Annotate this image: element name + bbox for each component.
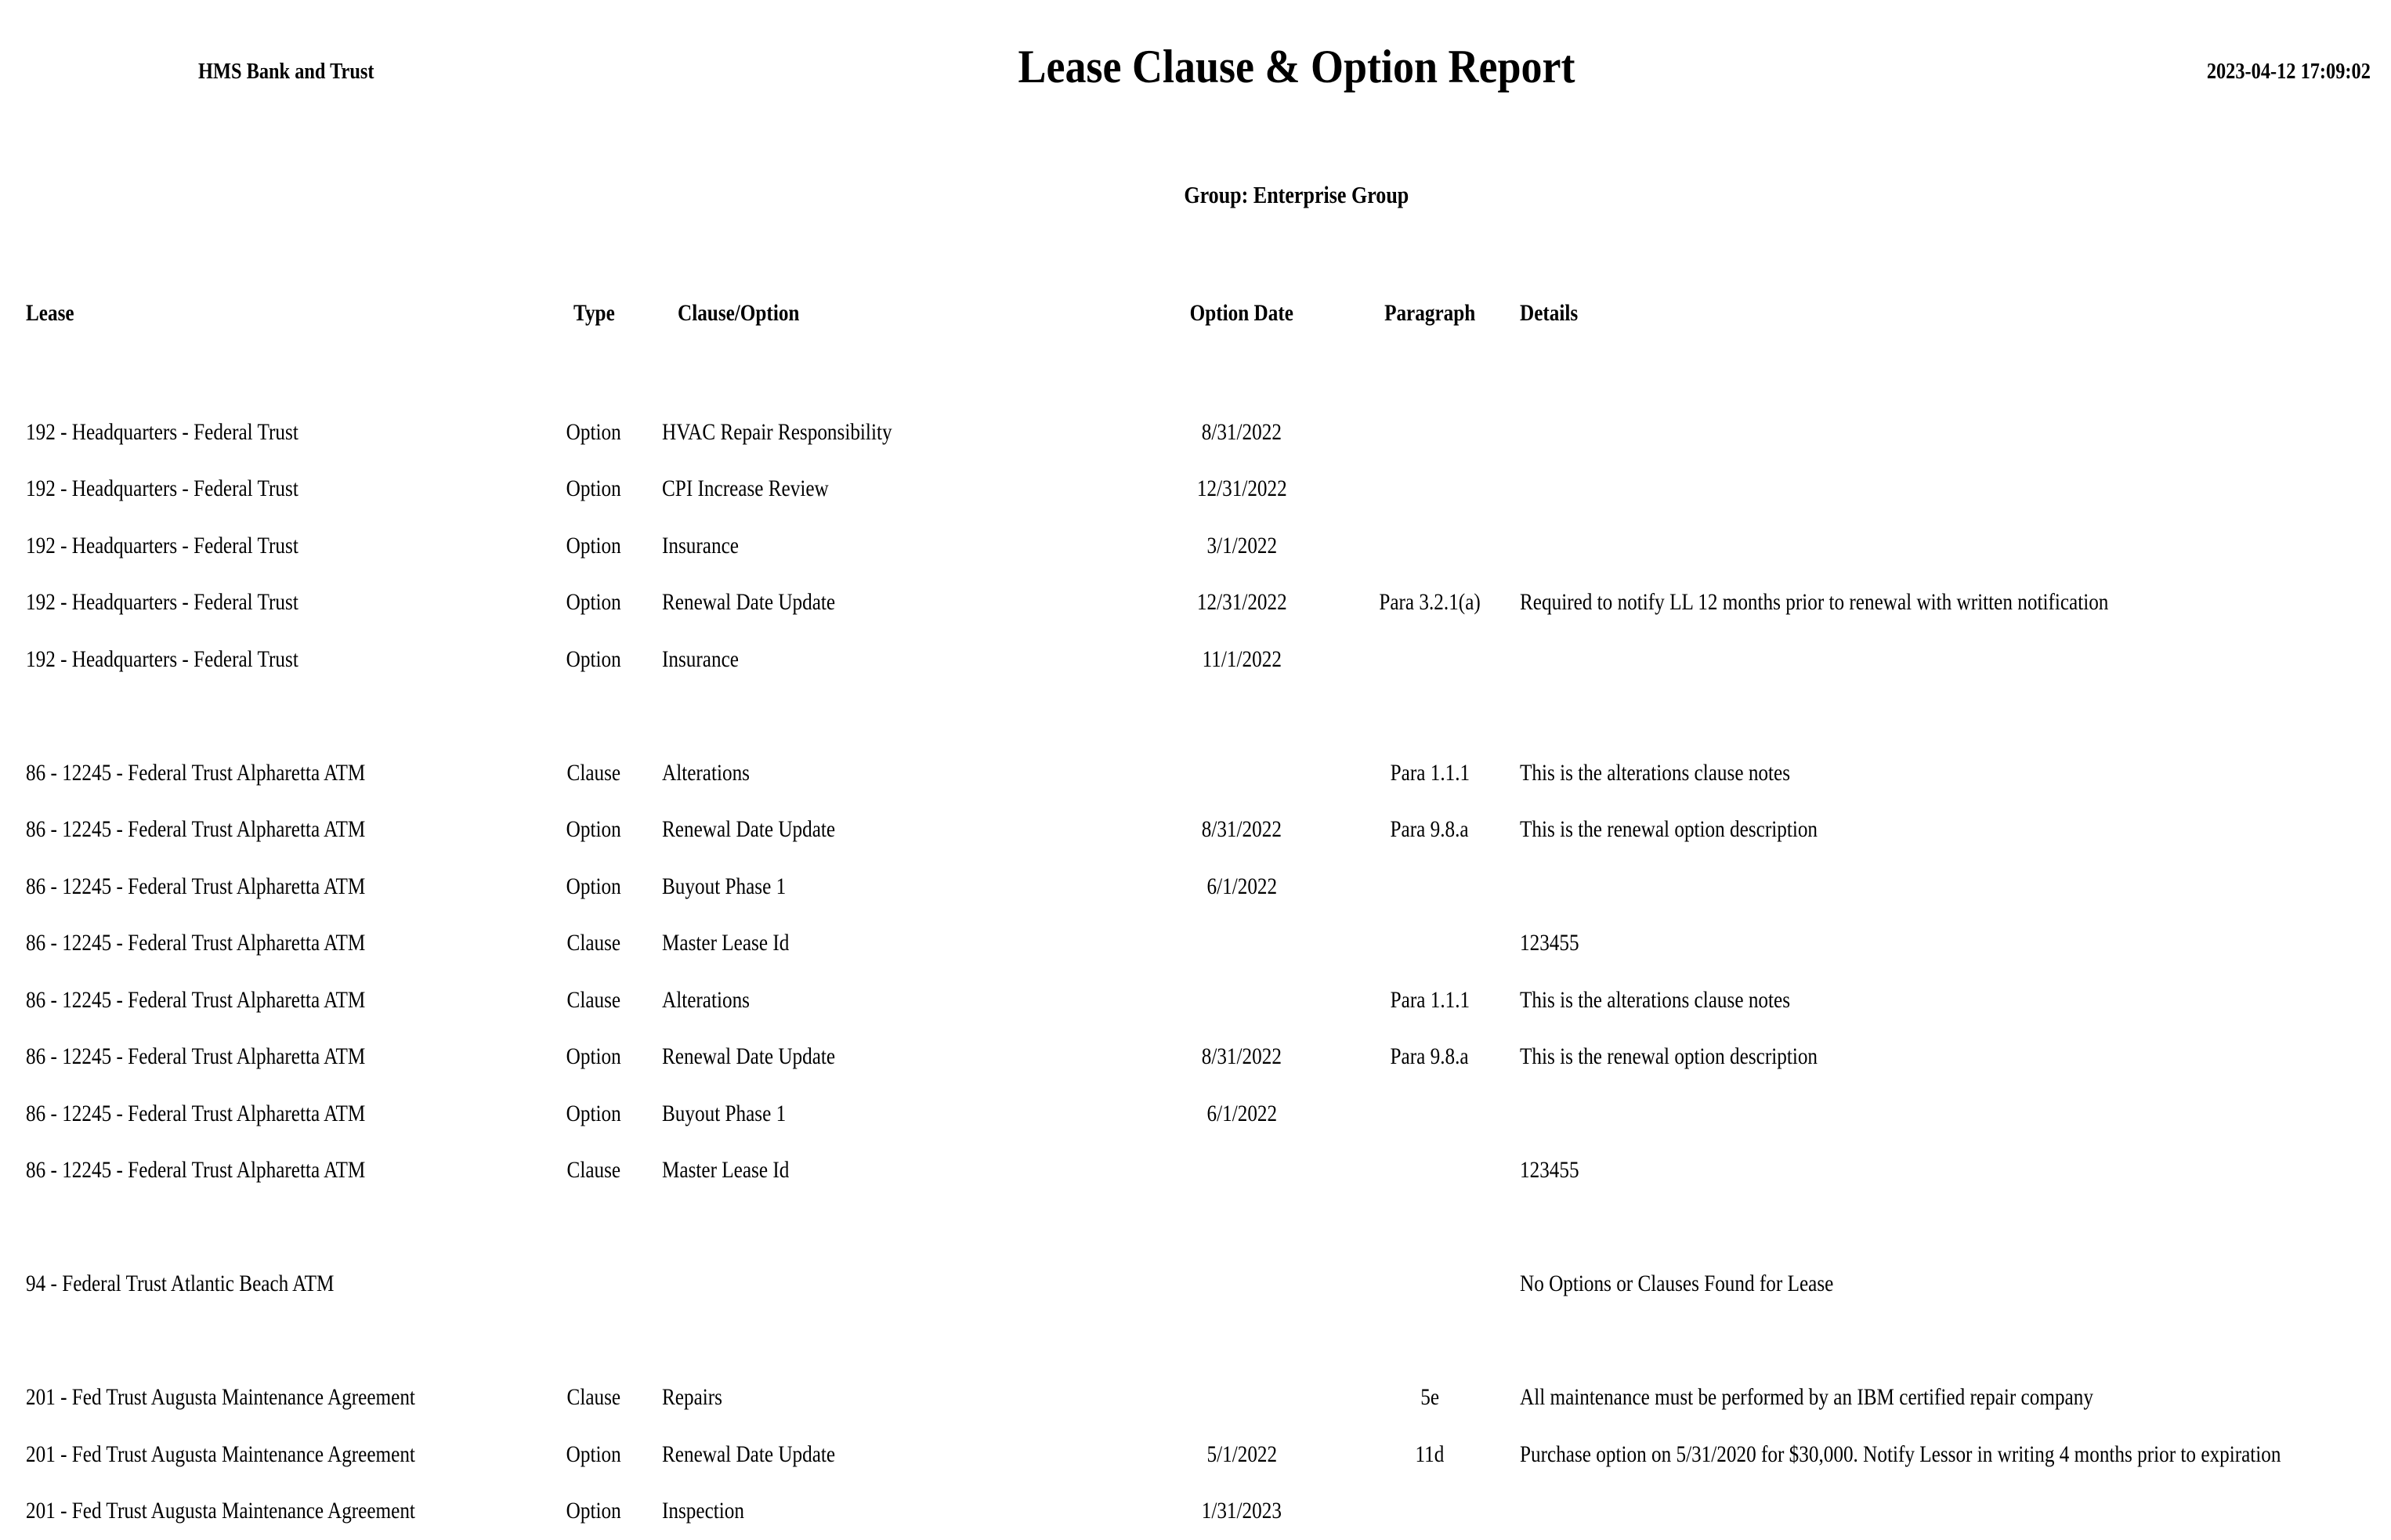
- cell-details: [1520, 461, 2382, 518]
- cell-clause-option: Renewal Date Update: [662, 589, 836, 616]
- company-name-text: HMS Bank and Trust: [198, 59, 374, 84]
- lease-clause-table: [0, 285, 2391, 1540]
- cell-option-date: [1140, 915, 1344, 972]
- cell-type: Clause: [566, 1157, 621, 1184]
- cell-lease: 86 - 12245 - Federal Trust Alpharetta ATM: [26, 930, 366, 956]
- cell-option-date: 8/31/2022: [1201, 1043, 1282, 1070]
- cell-option-date: [1140, 745, 1344, 802]
- cell-type: Option: [566, 418, 622, 445]
- column-header-option-date: Option Date: [1189, 300, 1294, 327]
- cell-type: Clause: [566, 986, 621, 1013]
- cell-clause-option: Alterations: [662, 759, 750, 786]
- cell-lease: 86 - 12245 - Federal Trust Alpharetta ATM: [26, 816, 366, 843]
- cell-details: [1520, 518, 2382, 575]
- cell-details: [1520, 1086, 2382, 1143]
- cell-lease: 201 - Fed Trust Augusta Maintenance Agreement: [26, 1498, 415, 1524]
- cell-paragraph: [1344, 1483, 1516, 1540]
- cell-type: Option: [566, 1498, 622, 1524]
- cell-type: Option: [566, 589, 622, 616]
- table-row: [0, 1142, 2391, 1199]
- cell-clause-option: [662, 1256, 1132, 1313]
- report-title-text: Lease Clause & Option Report: [1018, 41, 1575, 92]
- cell-option-date: 11/1/2022: [1202, 645, 1282, 672]
- cell-details: This is the renewal option description: [1520, 1043, 1818, 1070]
- header-spacer: [0, 342, 2391, 404]
- cell-paragraph: 11d: [1415, 1441, 1445, 1467]
- group-heading: [407, 180, 2186, 210]
- table-row: [0, 1369, 2391, 1426]
- cell-option-date: [1140, 1369, 1344, 1426]
- cell-option-date: [1140, 972, 1344, 1029]
- cell-lease: 192 - Headquarters - Federal Trust: [26, 645, 298, 672]
- table-body: [0, 404, 2391, 1540]
- cell-type: Option: [566, 532, 622, 559]
- cell-details: All maintenance must be performed by an IBM certified repair company: [1520, 1384, 2093, 1411]
- cell-option-date: 8/31/2022: [1201, 816, 1282, 843]
- cell-type: Option: [566, 816, 622, 843]
- table-row: [0, 1256, 2391, 1313]
- table-row: [0, 972, 2391, 1029]
- cell-details: This is the alterations clause notes: [1520, 986, 1791, 1013]
- cell-details: [1520, 631, 2382, 689]
- table-row: [0, 1483, 2391, 1540]
- cell-type: Option: [566, 475, 622, 502]
- cell-clause-option: Insurance: [662, 532, 739, 559]
- cell-paragraph: Para 9.8.a: [1390, 1043, 1470, 1070]
- report-title: [407, 41, 2186, 92]
- cell-paragraph: [1344, 518, 1516, 575]
- cell-paragraph: [1344, 1256, 1516, 1313]
- company-name: [198, 58, 407, 85]
- cell-details: Purchase option on 5/31/2020 for $30,000. Notify Lessor in writing 4 months prior to expiration: [1520, 1441, 2281, 1467]
- cell-lease: 192 - Headquarters - Federal Trust: [26, 475, 298, 502]
- cell-clause-option: HVAC Repair Responsibility: [662, 418, 892, 445]
- column-header-clause-option: Clause/Option: [678, 300, 800, 327]
- cell-paragraph: [1344, 631, 1516, 689]
- table-row: [0, 631, 2391, 689]
- table-row: [0, 801, 2391, 859]
- cell-type: Option: [566, 1100, 622, 1126]
- cell-option-date: [1140, 1142, 1344, 1199]
- table-row: [0, 1086, 2391, 1143]
- cell-clause-option: Buyout Phase 1: [662, 1100, 787, 1126]
- cell-paragraph: [1344, 1142, 1516, 1199]
- cell-clause-option: Renewal Date Update: [662, 1043, 836, 1070]
- group-gap: [0, 1199, 2391, 1256]
- cell-lease: 86 - 12245 - Federal Trust Alpharetta ATM: [26, 1157, 366, 1184]
- cell-lease: 86 - 12245 - Federal Trust Alpharetta ATM: [26, 759, 366, 786]
- cell-paragraph: Para 1.1.1: [1390, 986, 1470, 1013]
- cell-details: [1520, 404, 2382, 461]
- column-header-details: Details: [1520, 300, 1579, 327]
- cell-type: Clause: [566, 759, 621, 786]
- cell-paragraph: Para 9.8.a: [1390, 816, 1470, 843]
- table-header-row: [0, 285, 2391, 342]
- cell-lease: 86 - 12245 - Federal Trust Alpharetta ATM: [26, 1100, 366, 1126]
- cell-paragraph: Para 1.1.1: [1390, 759, 1470, 786]
- table-row: [0, 1028, 2391, 1086]
- table-row: [0, 1426, 2391, 1484]
- cell-details: 123455: [1520, 930, 1579, 956]
- cell-paragraph: [1344, 404, 1516, 461]
- column-header-lease: Lease: [26, 300, 74, 327]
- cell-lease: 86 - 12245 - Federal Trust Alpharetta ATM: [26, 1043, 366, 1070]
- table-row: [0, 461, 2391, 518]
- group-gap: [0, 688, 2391, 745]
- cell-option-date: 8/31/2022: [1201, 418, 1282, 445]
- cell-type: Option: [566, 873, 622, 899]
- cell-type: Clause: [566, 1384, 621, 1411]
- cell-details: Required to notify LL 12 months prior to renewal with written notification: [1520, 589, 2109, 616]
- cell-option-date: 12/31/2022: [1196, 589, 1287, 616]
- cell-lease: 192 - Headquarters - Federal Trust: [26, 418, 298, 445]
- cell-clause-option: Renewal Date Update: [662, 1441, 836, 1467]
- cell-clause-option: Inspection: [662, 1498, 744, 1524]
- cell-type: Option: [566, 1043, 622, 1070]
- cell-option-date: 6/1/2022: [1206, 1100, 1277, 1126]
- cell-lease: 201 - Fed Trust Augusta Maintenance Agreement: [26, 1384, 415, 1411]
- cell-option-date: 5/1/2022: [1206, 1441, 1277, 1467]
- cell-details: [1520, 859, 2382, 916]
- cell-details: 123455: [1520, 1157, 1579, 1184]
- cell-clause-option: Insurance: [662, 645, 739, 672]
- cell-paragraph: [1344, 915, 1516, 972]
- cell-option-date: 1/31/2023: [1201, 1498, 1282, 1524]
- cell-details: [1520, 1483, 2382, 1540]
- cell-lease: 201 - Fed Trust Augusta Maintenance Agreement: [26, 1441, 415, 1467]
- cell-details: No Options or Clauses Found for Lease: [1520, 1271, 1834, 1297]
- cell-lease: 94 - Federal Trust Atlantic Beach ATM: [26, 1271, 335, 1297]
- cell-clause-option: Repairs: [662, 1384, 722, 1411]
- cell-option-date: [1140, 1256, 1344, 1313]
- table-row: [0, 915, 2391, 972]
- cell-details: This is the alterations clause notes: [1520, 759, 1791, 786]
- cell-paragraph: [1344, 859, 1516, 916]
- cell-type: [544, 1256, 643, 1313]
- cell-type: Option: [566, 1441, 622, 1467]
- cell-clause-option: CPI Increase Review: [662, 475, 829, 502]
- cell-type: Clause: [566, 930, 621, 956]
- cell-clause-option: Master Lease Id: [662, 930, 790, 956]
- cell-clause-option: Renewal Date Update: [662, 816, 836, 843]
- report-timestamp-text: 2023-04-12 17:09:02: [2206, 59, 2371, 84]
- cell-lease: 86 - 12245 - Federal Trust Alpharetta ATM: [26, 986, 366, 1013]
- cell-paragraph: 5e: [1420, 1384, 1439, 1411]
- cell-option-date: 3/1/2022: [1206, 532, 1277, 559]
- cell-paragraph: [1344, 461, 1516, 518]
- table-row: [0, 859, 2391, 916]
- cell-clause-option: Master Lease Id: [662, 1157, 790, 1184]
- table-row: [0, 404, 2391, 461]
- cell-type: Option: [566, 645, 622, 672]
- group-heading-text: Group: Enterprise Group: [1184, 181, 1409, 208]
- cell-lease: 192 - Headquarters - Federal Trust: [26, 532, 298, 559]
- column-header-type: Type: [573, 300, 615, 327]
- cell-clause-option: Buyout Phase 1: [662, 873, 787, 899]
- table-row: [0, 518, 2391, 575]
- cell-lease: 192 - Headquarters - Federal Trust: [26, 589, 298, 616]
- column-header-paragraph: Paragraph: [1384, 300, 1476, 327]
- table-row: [0, 574, 2391, 631]
- table-row: [0, 745, 2391, 802]
- report-timestamp: [2176, 58, 2371, 85]
- cell-option-date: 6/1/2022: [1206, 873, 1277, 899]
- cell-paragraph: [1344, 1086, 1516, 1143]
- cell-details: This is the renewal option description: [1520, 816, 1818, 843]
- cell-lease: 86 - 12245 - Federal Trust Alpharetta ATM: [26, 873, 366, 899]
- group-gap: [0, 1313, 2391, 1370]
- cell-paragraph: Para 3.2.1(a): [1379, 589, 1481, 616]
- cell-clause-option: Alterations: [662, 986, 750, 1013]
- cell-option-date: 12/31/2022: [1196, 475, 1287, 502]
